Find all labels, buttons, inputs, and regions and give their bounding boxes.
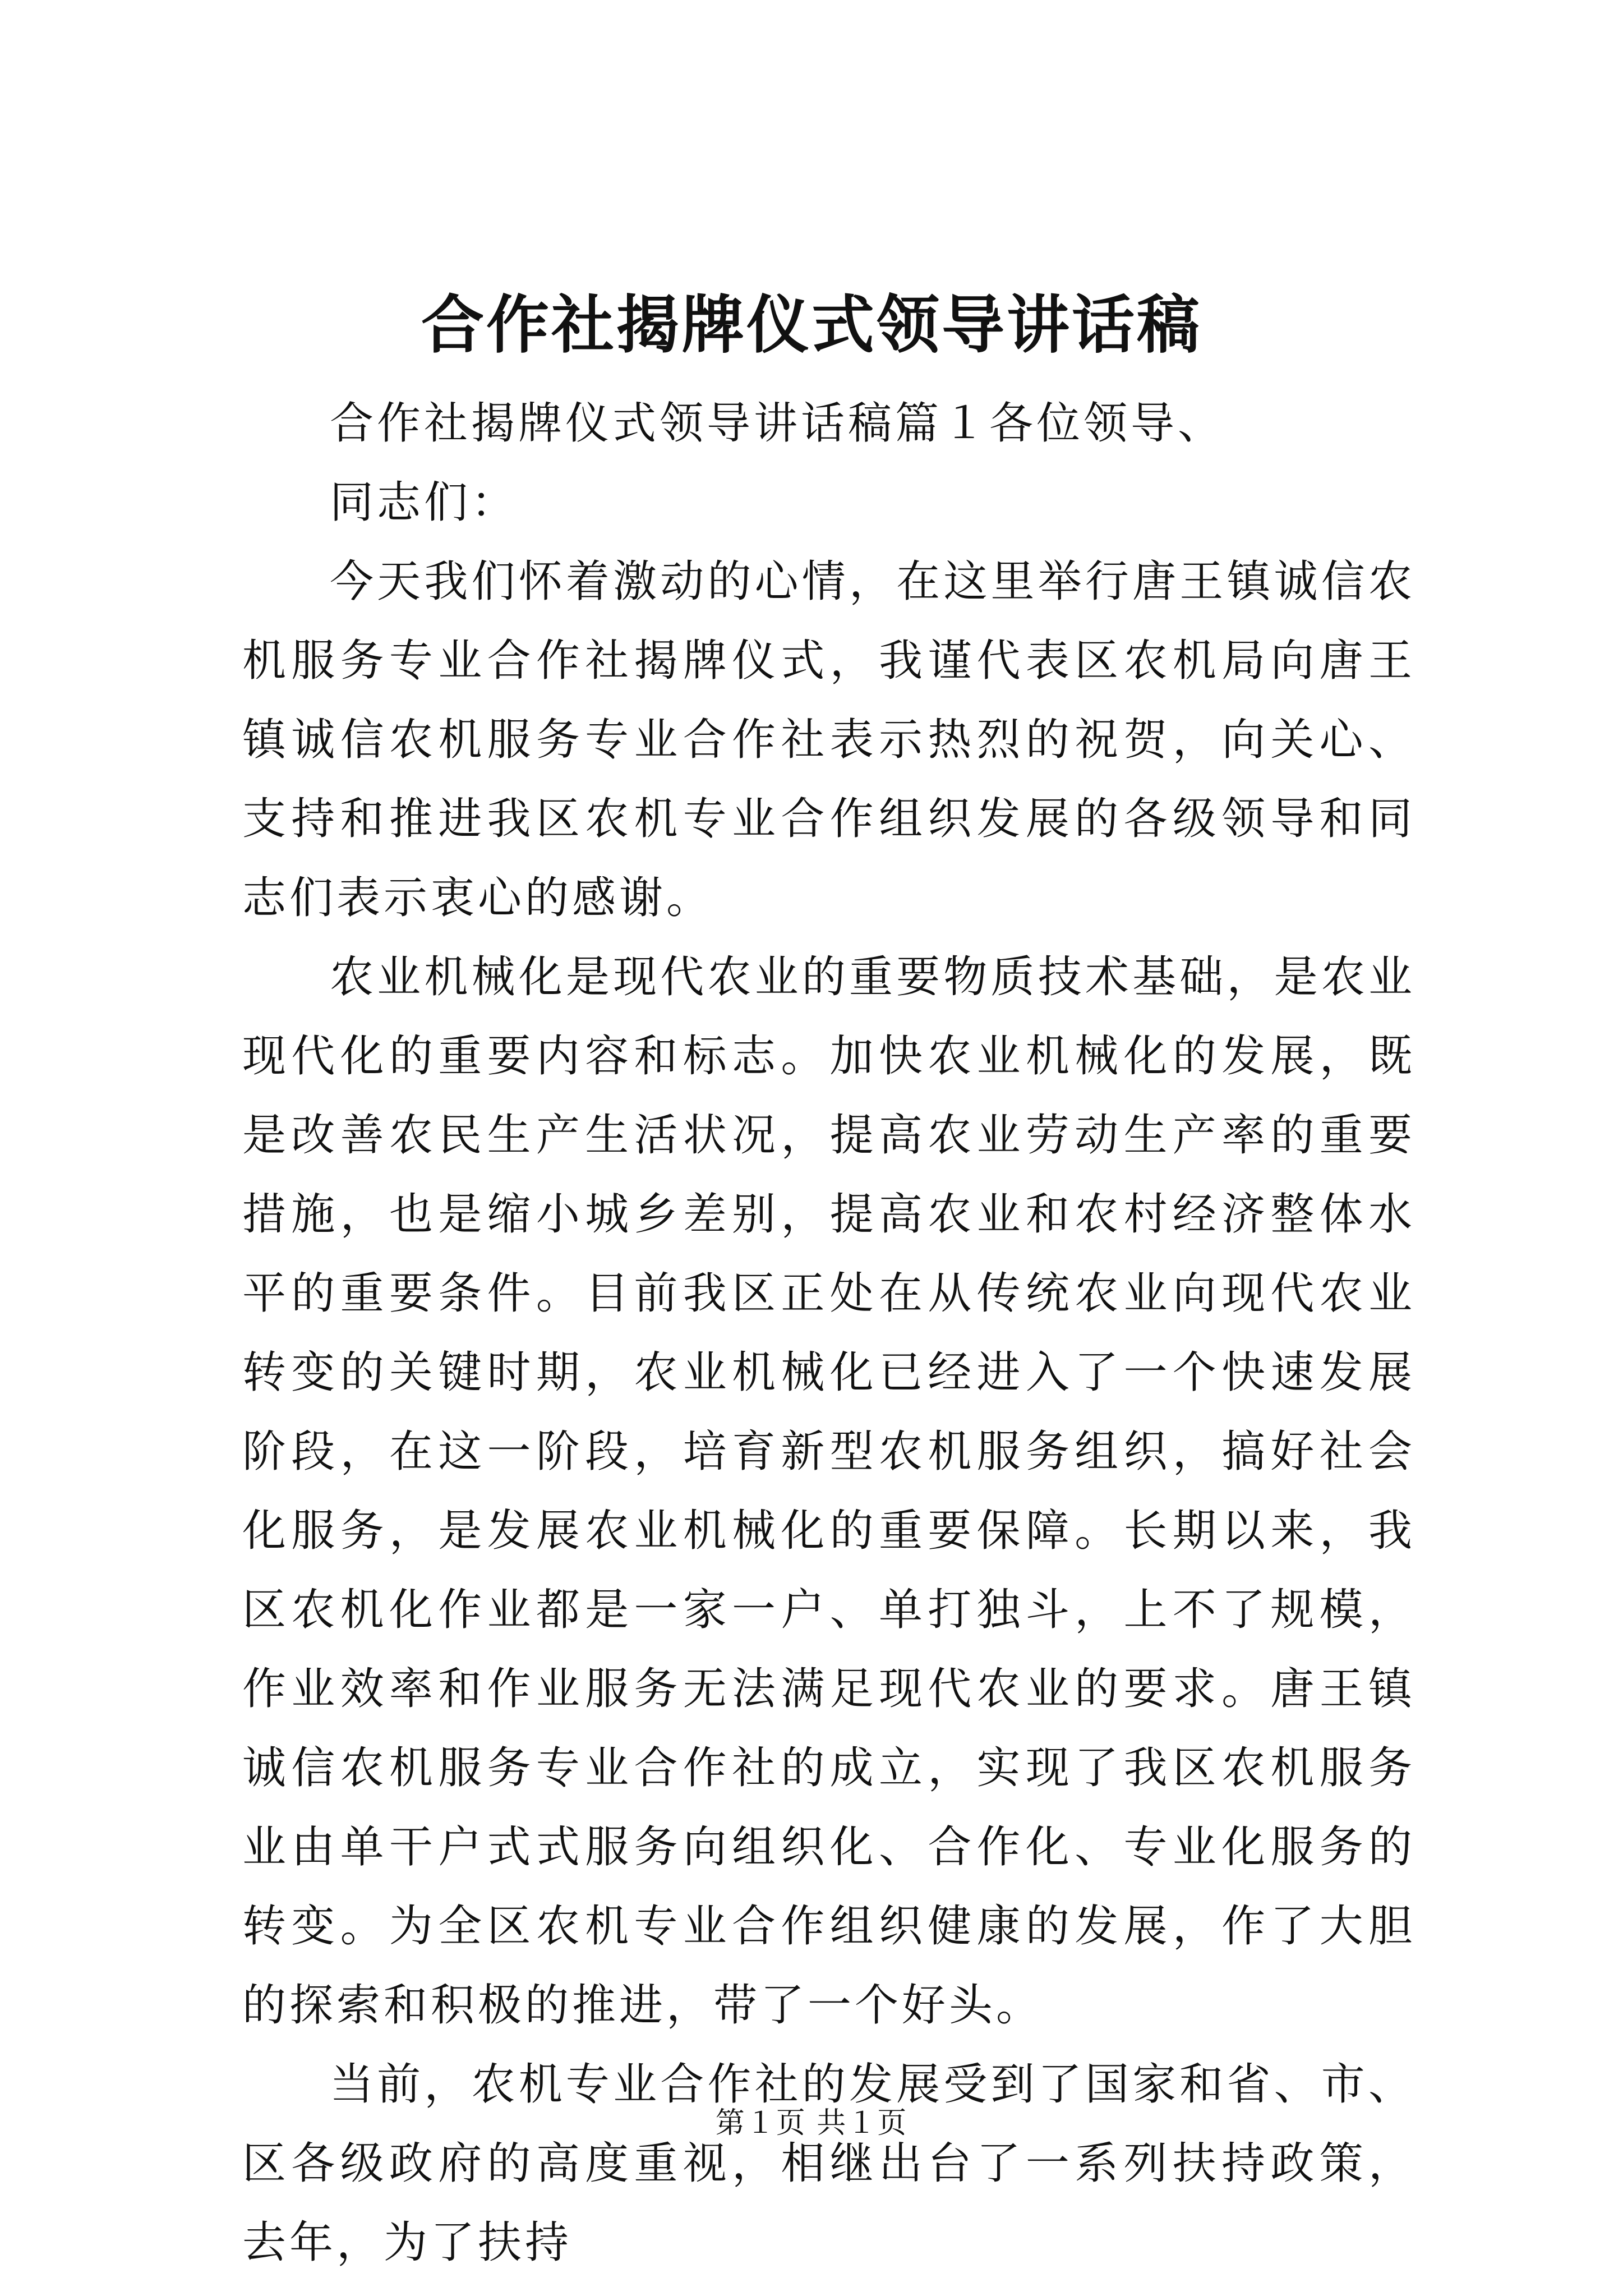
paragraph-mechanization: 农业机械化是现代农业的重要物质技术基础，是农业现代化的重要内容和标志。加快农业机械化的发展，既是改善农民生产生活状况，提高农业劳动生产率的重要措施，也是缩小城乡差别，提高农业和农村经济整体水平的重要条件。目前我区正处在从传统农业向现代农业转变的关键时期，农业机械化已经进入了一个快速发展阶段，在这一阶段，培育新型农机服务组织，搞好社会化服务，是发展农业机械化的重要保障。长期以来，我区农机化作业都是一家一户、单打独斗，上不了规模，作业效率和作业服务无法满足现代农业的要求。唐王镇诚信农机服务专业合作社的成立，实现了我区农机服务业由单干户式式服务向组织化、合作化、专业化服务的转变。为全区农机专业合作组织健康的发展，作了大胆的探索和积极的推进，带了一个好头。 xyxy=(242,952,1415,2031)
paragraph-salutation: 同志们： xyxy=(330,477,519,528)
page-footer: 第１页 共１页 xyxy=(715,2106,908,2140)
document-body xyxy=(242,384,1415,2283)
paragraph-opening: 合作社揭牌仪式领导讲话稿篇１各位领导、 xyxy=(330,398,1225,449)
paragraph-greeting: 今天我们怀着激动的心情，在这里举行唐王镇诚信农机服务专业合作社揭牌仪式，我谨代表区农机局向唐王镇诚信农机服务专业合作社表示热烈的祝贺，向关心、支持和推进我区农机专业合作组织发展的各级领导和同志们表示衷心的感谢。 xyxy=(242,556,1415,923)
paragraph-policy: 当前，农机专业合作社的发展受到了国家和省、市、区各级政府的高度重视，相继出台了一系列扶持政策，去年，为了扶持 xyxy=(242,2059,1415,2268)
document-title: 合作社揭牌仪式领导讲话稿 xyxy=(421,288,1202,362)
